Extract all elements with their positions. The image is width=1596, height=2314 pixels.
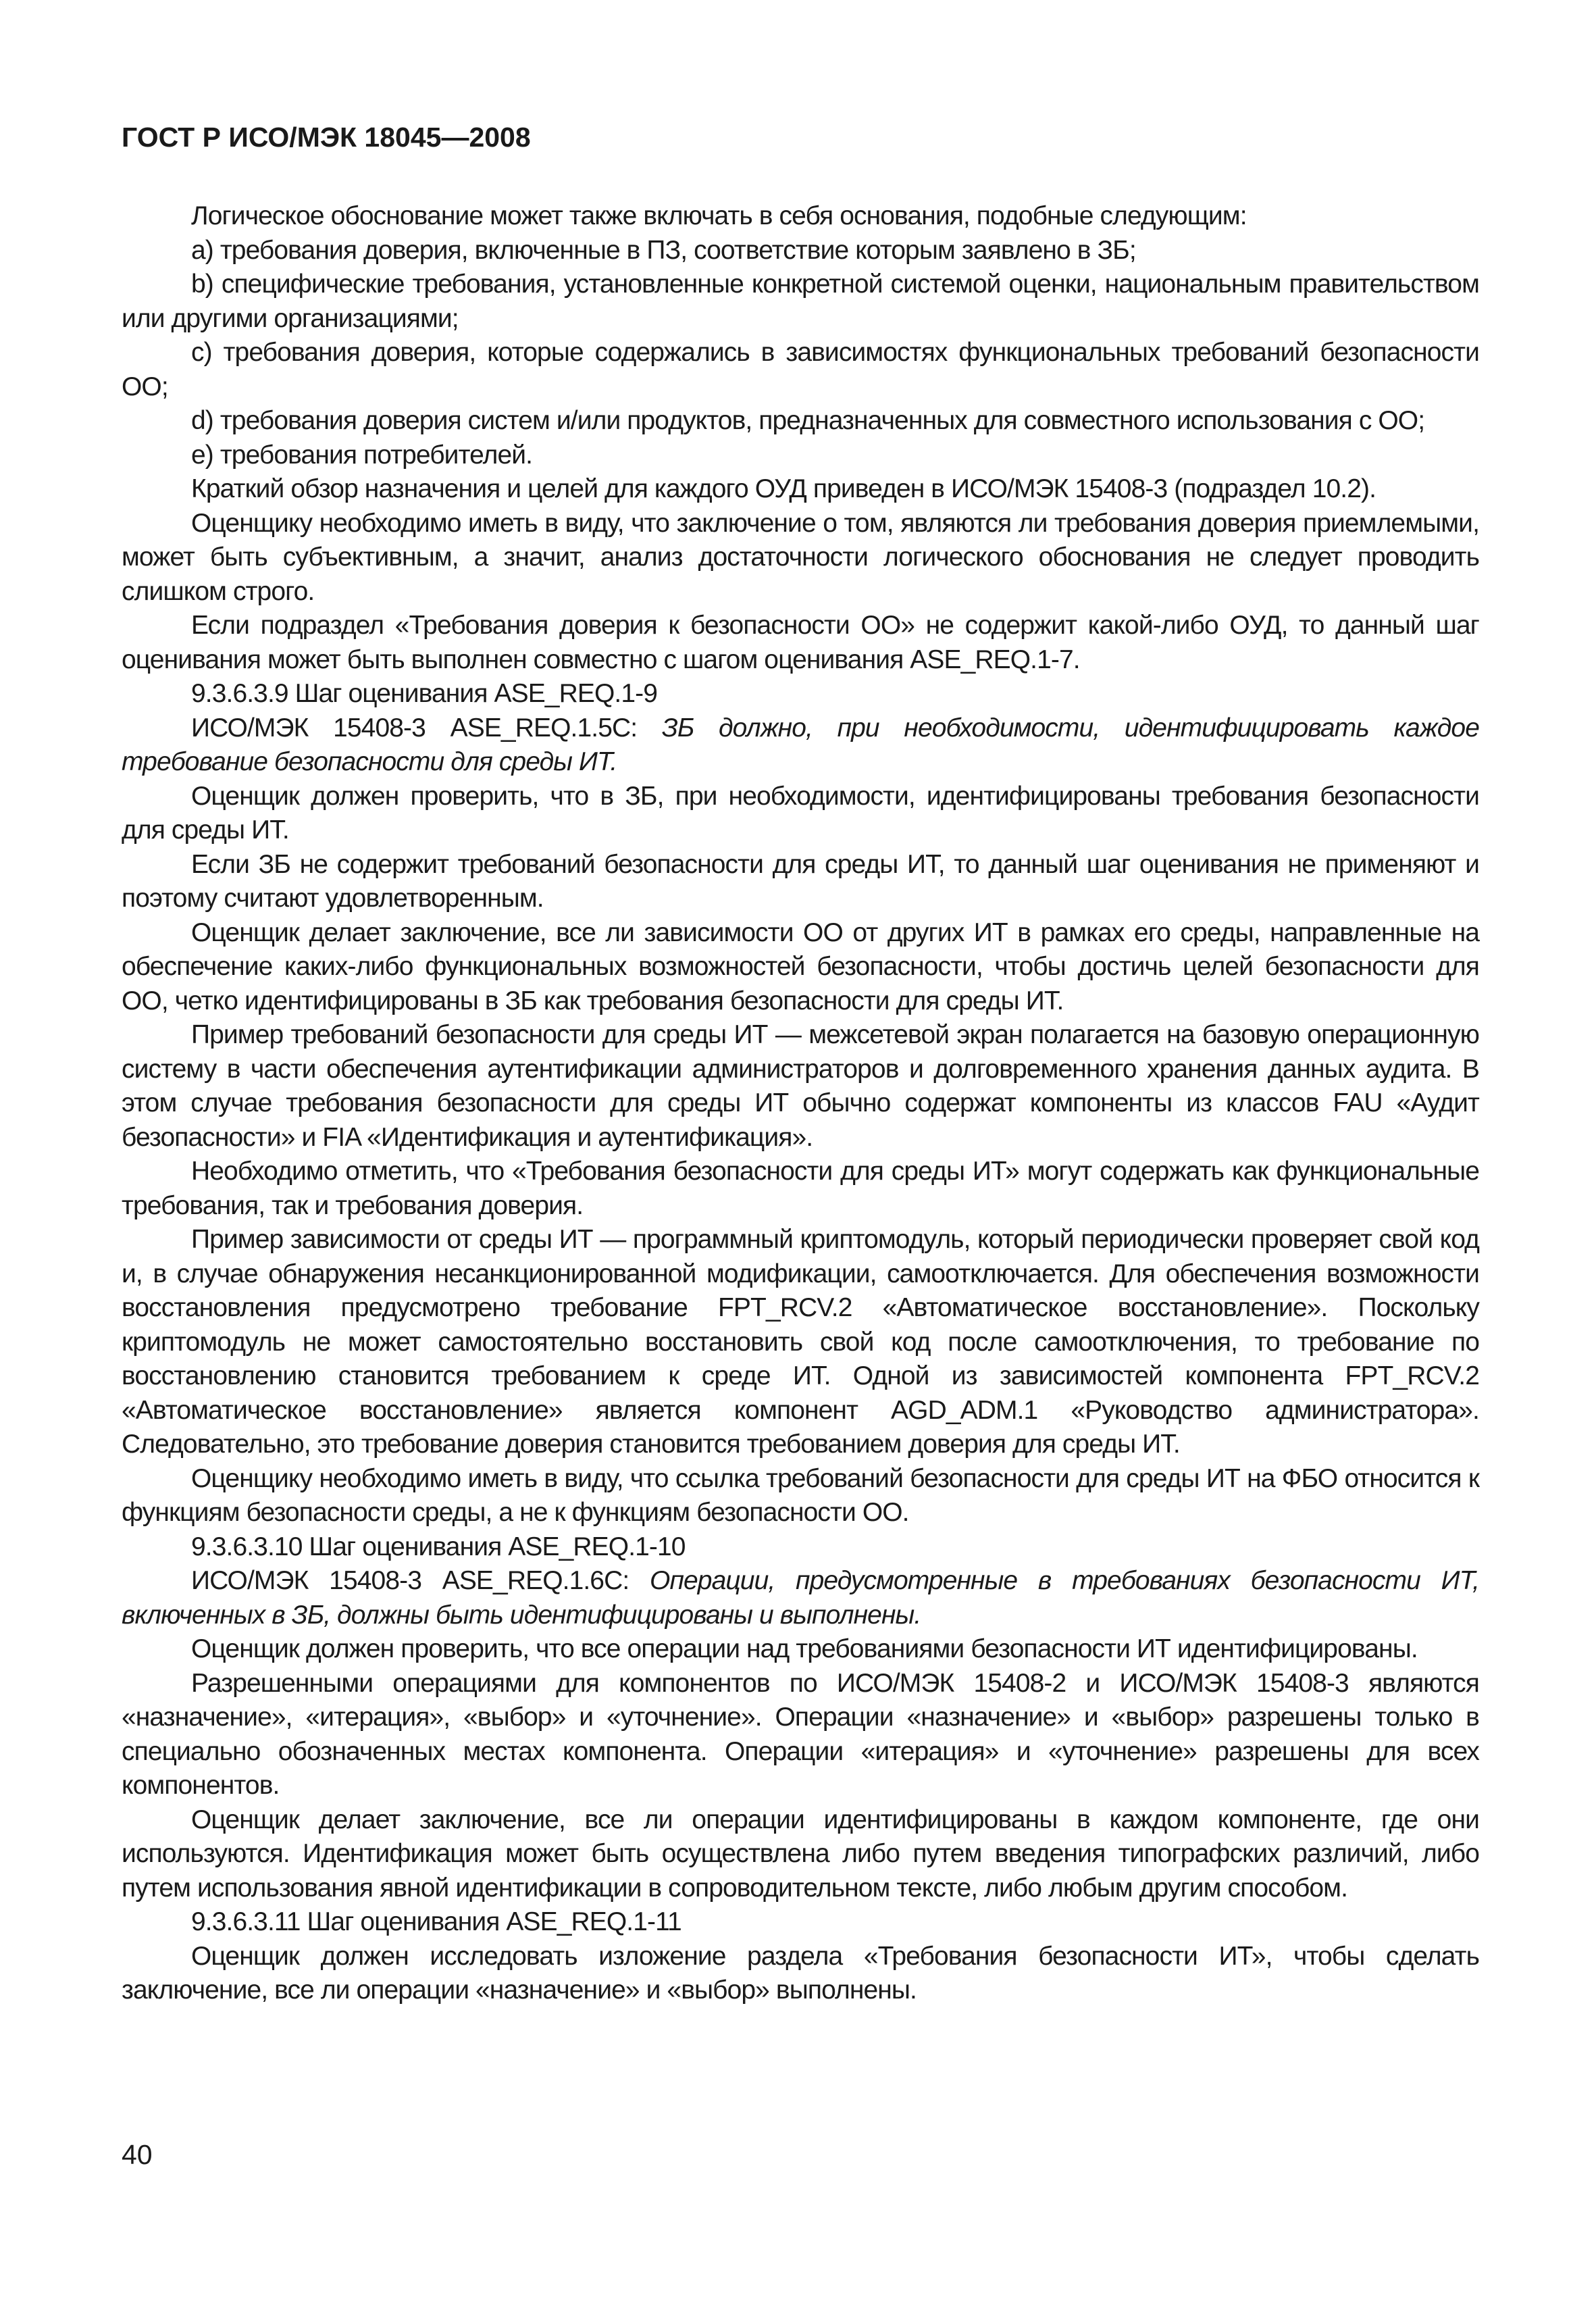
paragraph: Оценщик должен проверить, что все операции над требованиями безопасности ИТ идентифицированы. bbox=[191, 1634, 1418, 1663]
paragraph: Краткий обзор назначения и целей для каждого ОУД приведен в ИСО/МЭК 15408-3 (подраздел 10.2). bbox=[191, 474, 1376, 503]
list-item: c) требования доверия, которые содержались в зависимостях функциональных требований безопасности ОО; bbox=[122, 338, 1479, 401]
list-item: e) требования потребителей. bbox=[191, 440, 533, 470]
section-heading: 9.3.6.3.10 Шаг оценивания ASE_REQ.1-10 bbox=[191, 1532, 686, 1561]
paragraph: Необходимо отметить, что «Требования безопасности для среды ИТ» могут содержать как функциональные требования, так и требования доверия. bbox=[122, 1157, 1479, 1220]
section-heading: 9.3.6.3.9 Шаг оценивания ASE_REQ.1-9 bbox=[191, 679, 658, 708]
paragraph: Оценщик должен исследовать изложение раздела «Требования безопасности ИТ», чтобы сделать заключение, все ли операции «назначение» и «выбор» выполнены. bbox=[122, 1941, 1479, 2005]
paragraph: Логическое обоснование может также включать в себя основания, подобные следующим: bbox=[191, 201, 1247, 230]
italic-quote: Операции, предусмотренные в требованиях безопасности ИТ, включенных в ЗБ, должны быть идентифицированы и выполнены. bbox=[122, 1566, 1479, 1630]
section-heading: 9.3.6.3.11 Шаг оценивания ASE_REQ.1-11 bbox=[191, 1907, 681, 1936]
paragraph: ИСО/МЭК 15408-3 ASE_REQ.1.6C: Операции, предусмотренные в требованиях безопасности ИТ, включенных в ЗБ, должны быть идентифицированы и выполнены. bbox=[122, 1566, 1479, 1630]
paragraph: Если ЗБ не содержит требований безопасности для среды ИТ, то данный шаг оценивания не применяют и поэтому считают удовлетворенным. bbox=[122, 849, 1479, 913]
paragraph: Разрешенными операциями для компонентов по ИСО/МЭК 15408-2 и ИСО/МЭК 15408-3 являются «назначение», «итерация», «выбор» и «уточнение». Операции «назначение» и «выбор» разрешены только в специально обозначенных местах компонента. Операции «итерация» и «уточнение» разрешены для всех компонентов. bbox=[122, 1668, 1479, 1800]
paragraph: Оценщик делает заключение, все ли операции идентифицированы в каждом компоненте, где они используются. Идентификация может быть осуществлена либо путем введения типографских различий, либо путем использования явной идентификации в сопроводительном тексте, либо любым другим способом. bbox=[122, 1805, 1479, 1903]
page-number: 40 bbox=[122, 2139, 153, 2170]
list-item: d) требования доверия систем и/или продуктов, предназначенных для совместного использования с ОО; bbox=[191, 406, 1425, 435]
italic-quote: ЗБ должно, при необходимости, идентифицировать каждое требование безопасности для среды ИТ. bbox=[122, 713, 1479, 776]
paragraph: Пример требований безопасности для среды ИТ — межсетевой экран полагается на базовую операционную систему в части обеспечения аутентификации администраторов и долговременного хранения данных аудита. В этом случае требования безопасности для среды ИТ обычно содержат компоненты из классов FAU «Аудит безопасности» и FIA «Идентификация и аутентификация». bbox=[122, 1020, 1479, 1152]
document-header: ГОСТ Р ИСО/МЭК 18045—2008 bbox=[122, 122, 531, 153]
paragraph: Оценщик должен проверить, что в ЗБ, при необходимости, идентифицированы требования безопасности для среды ИТ. bbox=[122, 781, 1479, 845]
document-body bbox=[122, 199, 1479, 2008]
list-item: a) требования доверия, включенные в ПЗ, соответствие которым заявлено в ЗБ; bbox=[191, 235, 1136, 265]
paragraph: Оценщик делает заключение, все ли зависимости ОО от других ИТ в рамках его среды, направленные на обеспечение каких-либо функциональных возможностей безопасности, чтобы достичь целей безопасности для ОО, четко идентифицированы в ЗБ как требования безопасности для среды ИТ. bbox=[122, 917, 1479, 1015]
paragraph: Оценщику необходимо иметь в виду, что ссылка требований безопасности для среды ИТ на ФБО относится к функциям безопасности среды, а не к функциям безопасности ОО. bbox=[122, 1463, 1479, 1527]
paragraph: Оценщику необходимо иметь в виду, что заключение о том, являются ли требования доверия приемлемыми, может быть субъективным, а значит, анализ достаточности логического обоснования не следует проводить слишком строго. bbox=[122, 508, 1479, 606]
list-item: b) специфические требования, установленные конкретной системой оценки, национальным правительством или другими организациями; bbox=[122, 270, 1479, 333]
paragraph: Если подраздел «Требования доверия к безопасности ОО» не содержит какой-либо ОУД, то данный шаг оценивания может быть выполнен совместно с шагом оценивания ASE_REQ.1-7. bbox=[122, 611, 1479, 674]
paragraph: Пример зависимости от среды ИТ — программный криптомодуль, который периодически проверяет свой код и, в случае обнаружения несанкционированной модификации, самоотключается. Для обеспечения возможности восстановления предусмотрено требование FPT_RCV.2 «Автоматическое восстановление». Поскольку криптомодуль не может самостоятельно восстановить свой код после самоотключения, то требование по восстановлению становится требованием к среде ИТ. Одной из зависимостей компонента FPT_RCV.2 «Автоматическое восстановление» является компонент AGD_ADM.1 «Руководство администратора». Следовательно, это требование доверия становится требованием доверия для среды ИТ. bbox=[122, 1225, 1479, 1459]
paragraph: ИСО/МЭК 15408-3 ASE_REQ.1.5C: ЗБ должно, при необходимости, идентифицировать каждое требование безопасности для среды ИТ. bbox=[122, 713, 1479, 776]
